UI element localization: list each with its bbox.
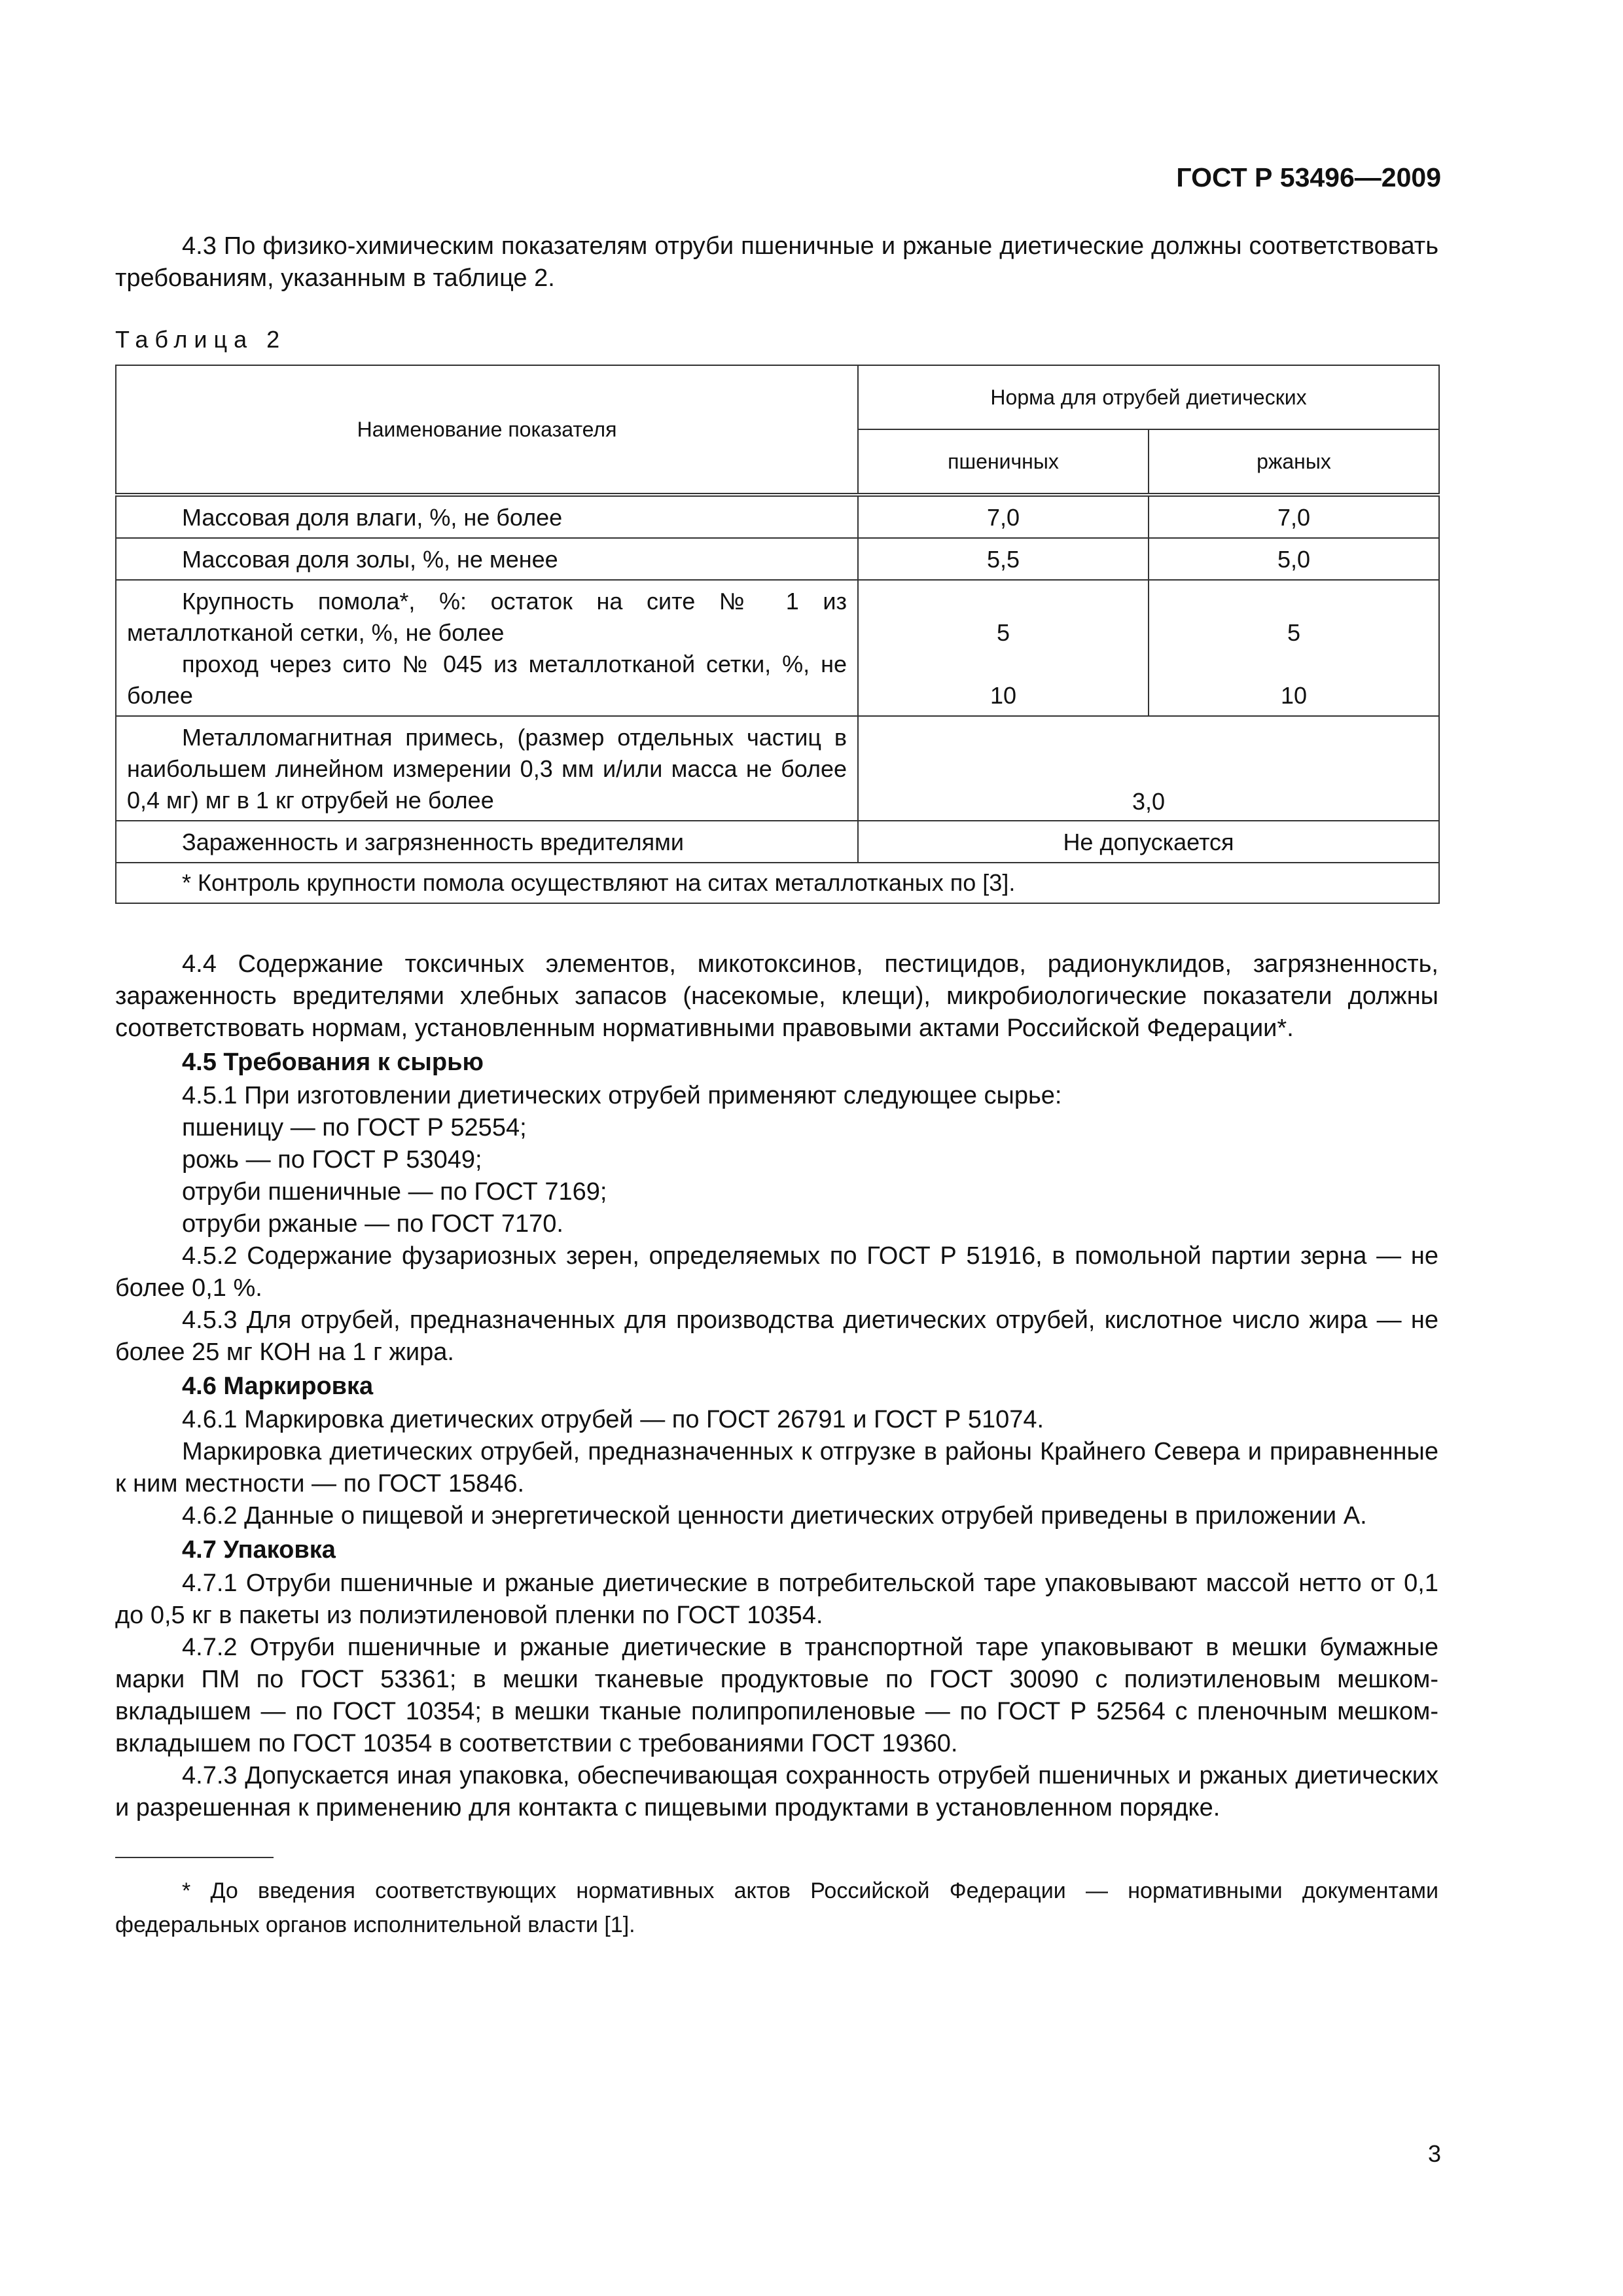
row-pests-value: Не допускается: [858, 821, 1439, 863]
row-ash-wheat: 5,5: [858, 538, 1149, 580]
row-pests-name: Зараженность и загрязненность вредителями: [182, 829, 685, 855]
paragraph-4-7-3: 4.7.3 Допускается иная упаковка, обеспечивающая сохранность отрубей пшеничных и ржаных диетических и разрешенная к применению для контакта с пищевыми продуктами в установленном порядке.: [115, 1762, 1438, 1821]
row-grind-wheat-1: 5: [996, 619, 1010, 646]
row-metal-value: 3,0: [858, 716, 1439, 821]
raw-materials-list: [115, 1112, 1438, 1240]
paragraph-4-3: 4.3 По физико-химическим показателям отруби пшеничные и ржаные диетические должны соответствовать требованиям, указанным в таблице 2.: [115, 232, 1438, 292]
header-wheat: пшеничных: [858, 429, 1149, 495]
paragraph-4-7-2: 4.7.2 Отруби пшеничные и ржаные диетические в транспортной таре упаковывают в мешки бумажные марки ПМ по ГОСТ 53361; в мешки тканевые продуктовые по ГОСТ 30090 с полиэтиленовым мешком-вкладышем — по ГОСТ 10354; в мешки тканые полипропиленовые — по ГОСТ Р 52564 с пленочным мешком-вкладышем по ГОСТ 10354 в соответствии с требованиями ГОСТ 19360.: [115, 1634, 1438, 1757]
paragraph-4-5-2: 4.5.2 Содержание фузариозных зерен, определяемых по ГОСТ Р 51916, в помольной партии зерна — не более 0,1 %.: [115, 1242, 1438, 1302]
paragraph-4-5-3: 4.5.3 Для отрубей, предназначенных для производства диетических отрубей, кислотное число жира — не более 25 мг КОН на 1 г жира.: [115, 1306, 1438, 1366]
page-number: 3: [1427, 2140, 1441, 2167]
header-norm: Норма для отрубей диетических: [858, 365, 1439, 429]
table-row: [116, 495, 1439, 538]
table-row: [116, 863, 1439, 903]
paragraph-4-6-1b: Маркировка диетических отрубей, предназначенных к отгрузке в районы Крайнего Севера и приравненные к ним местности — по ГОСТ 15846.: [115, 1438, 1438, 1498]
paragraph-4-7-1: 4.7.1 Отруби пшеничные и ржаные диетические в потребительской таре упаковывают массой нетто от 0,1 до 0,5 кг в пакеты из полиэтиленовой пленки по ГОСТ 10354.: [115, 1570, 1438, 1629]
section-heading-4-6: 4.6 Маркировка: [182, 1372, 374, 1400]
row-moisture-name: Массовая доля влаги, %, не более: [182, 504, 563, 531]
row-grind-rye-2: 10: [1280, 682, 1308, 709]
paragraph-4-6-1: 4.6.1 Маркировка диетических отрубей — по ГОСТ 26791 и ГОСТ Р 51074.: [182, 1406, 1044, 1433]
table-row: [116, 821, 1439, 863]
table-row: [116, 716, 1439, 821]
table-note: * Контроль крупности помола осуществляют на ситах металлотканых по [3].: [116, 863, 1439, 903]
footnote-divider: [115, 1857, 274, 1858]
row-grind-name-1: Крупность помола*, %: остаток на сите № 1 из металлотканой сетки, %, не более: [127, 588, 847, 646]
indicators-table: [115, 365, 1440, 904]
table-row: [116, 580, 1439, 716]
list-item: отруби пшеничные — по ГОСТ 7169;: [182, 1178, 607, 1206]
row-moisture-rye: 7,0: [1149, 495, 1439, 538]
row-moisture-wheat: 7,0: [858, 495, 1149, 538]
paragraph-4-6-2: 4.6.2 Данные о пищевой и энергетической ценности диетических отрубей приведены в приложении А.: [182, 1502, 1367, 1530]
document-id-header: ГОСТ Р 53496—2009: [1176, 162, 1441, 192]
header-rye: ржаных: [1149, 429, 1439, 495]
row-grind-rye-1: 5: [1287, 619, 1301, 646]
row-metal-name: Металломагнитная примесь, (размер отдельных частиц в наибольшем линейном измерении 0,3 мм и/или масса не более 0,4 мг) мг в 1 кг отрубей не более: [127, 724, 847, 814]
list-item: пшеницу — по ГОСТ Р 52554;: [182, 1114, 527, 1141]
row-grind-wheat-2: 10: [990, 682, 1017, 709]
section-heading-4-5: 4.5 Требования к сырью: [182, 1049, 484, 1076]
header-indicator-name: Наименование показателя: [116, 365, 858, 495]
paragraph-4-5-1: 4.5.1 При изготовлении диетических отрубей применяют следующее сырье:: [182, 1082, 1062, 1109]
list-item: рожь — по ГОСТ Р 53049;: [182, 1146, 482, 1174]
row-ash-rye: 5,0: [1149, 538, 1439, 580]
section-heading-4-7: 4.7 Упаковка: [182, 1536, 336, 1564]
footnote: * До введения соответствующих нормативных актов Российской Федерации — нормативными документами федеральных органов исполнительной власти [1].: [115, 1878, 1438, 1937]
row-ash-name: Массовая доля золы, %, не менее: [182, 546, 558, 573]
table-row: [116, 538, 1439, 580]
page-content: [115, 230, 1438, 1942]
list-item: отруби ржаные — по ГОСТ 7170.: [182, 1210, 563, 1238]
table-caption: Таблица 2: [115, 326, 287, 353]
paragraph-4-4: 4.4 Содержание токсичных элементов, микотоксинов, пестицидов, радионуклидов, загрязненность, зараженность вредителями хлебных запасов (насекомые, клещи), микробиологические показатели должны соответствовать нормам, установленным нормативными правовыми актами Российской Федерации*.: [115, 950, 1438, 1042]
row-grind-name-2: проход через сито № 045 из металлотканой сетки, %, не более: [127, 651, 847, 709]
